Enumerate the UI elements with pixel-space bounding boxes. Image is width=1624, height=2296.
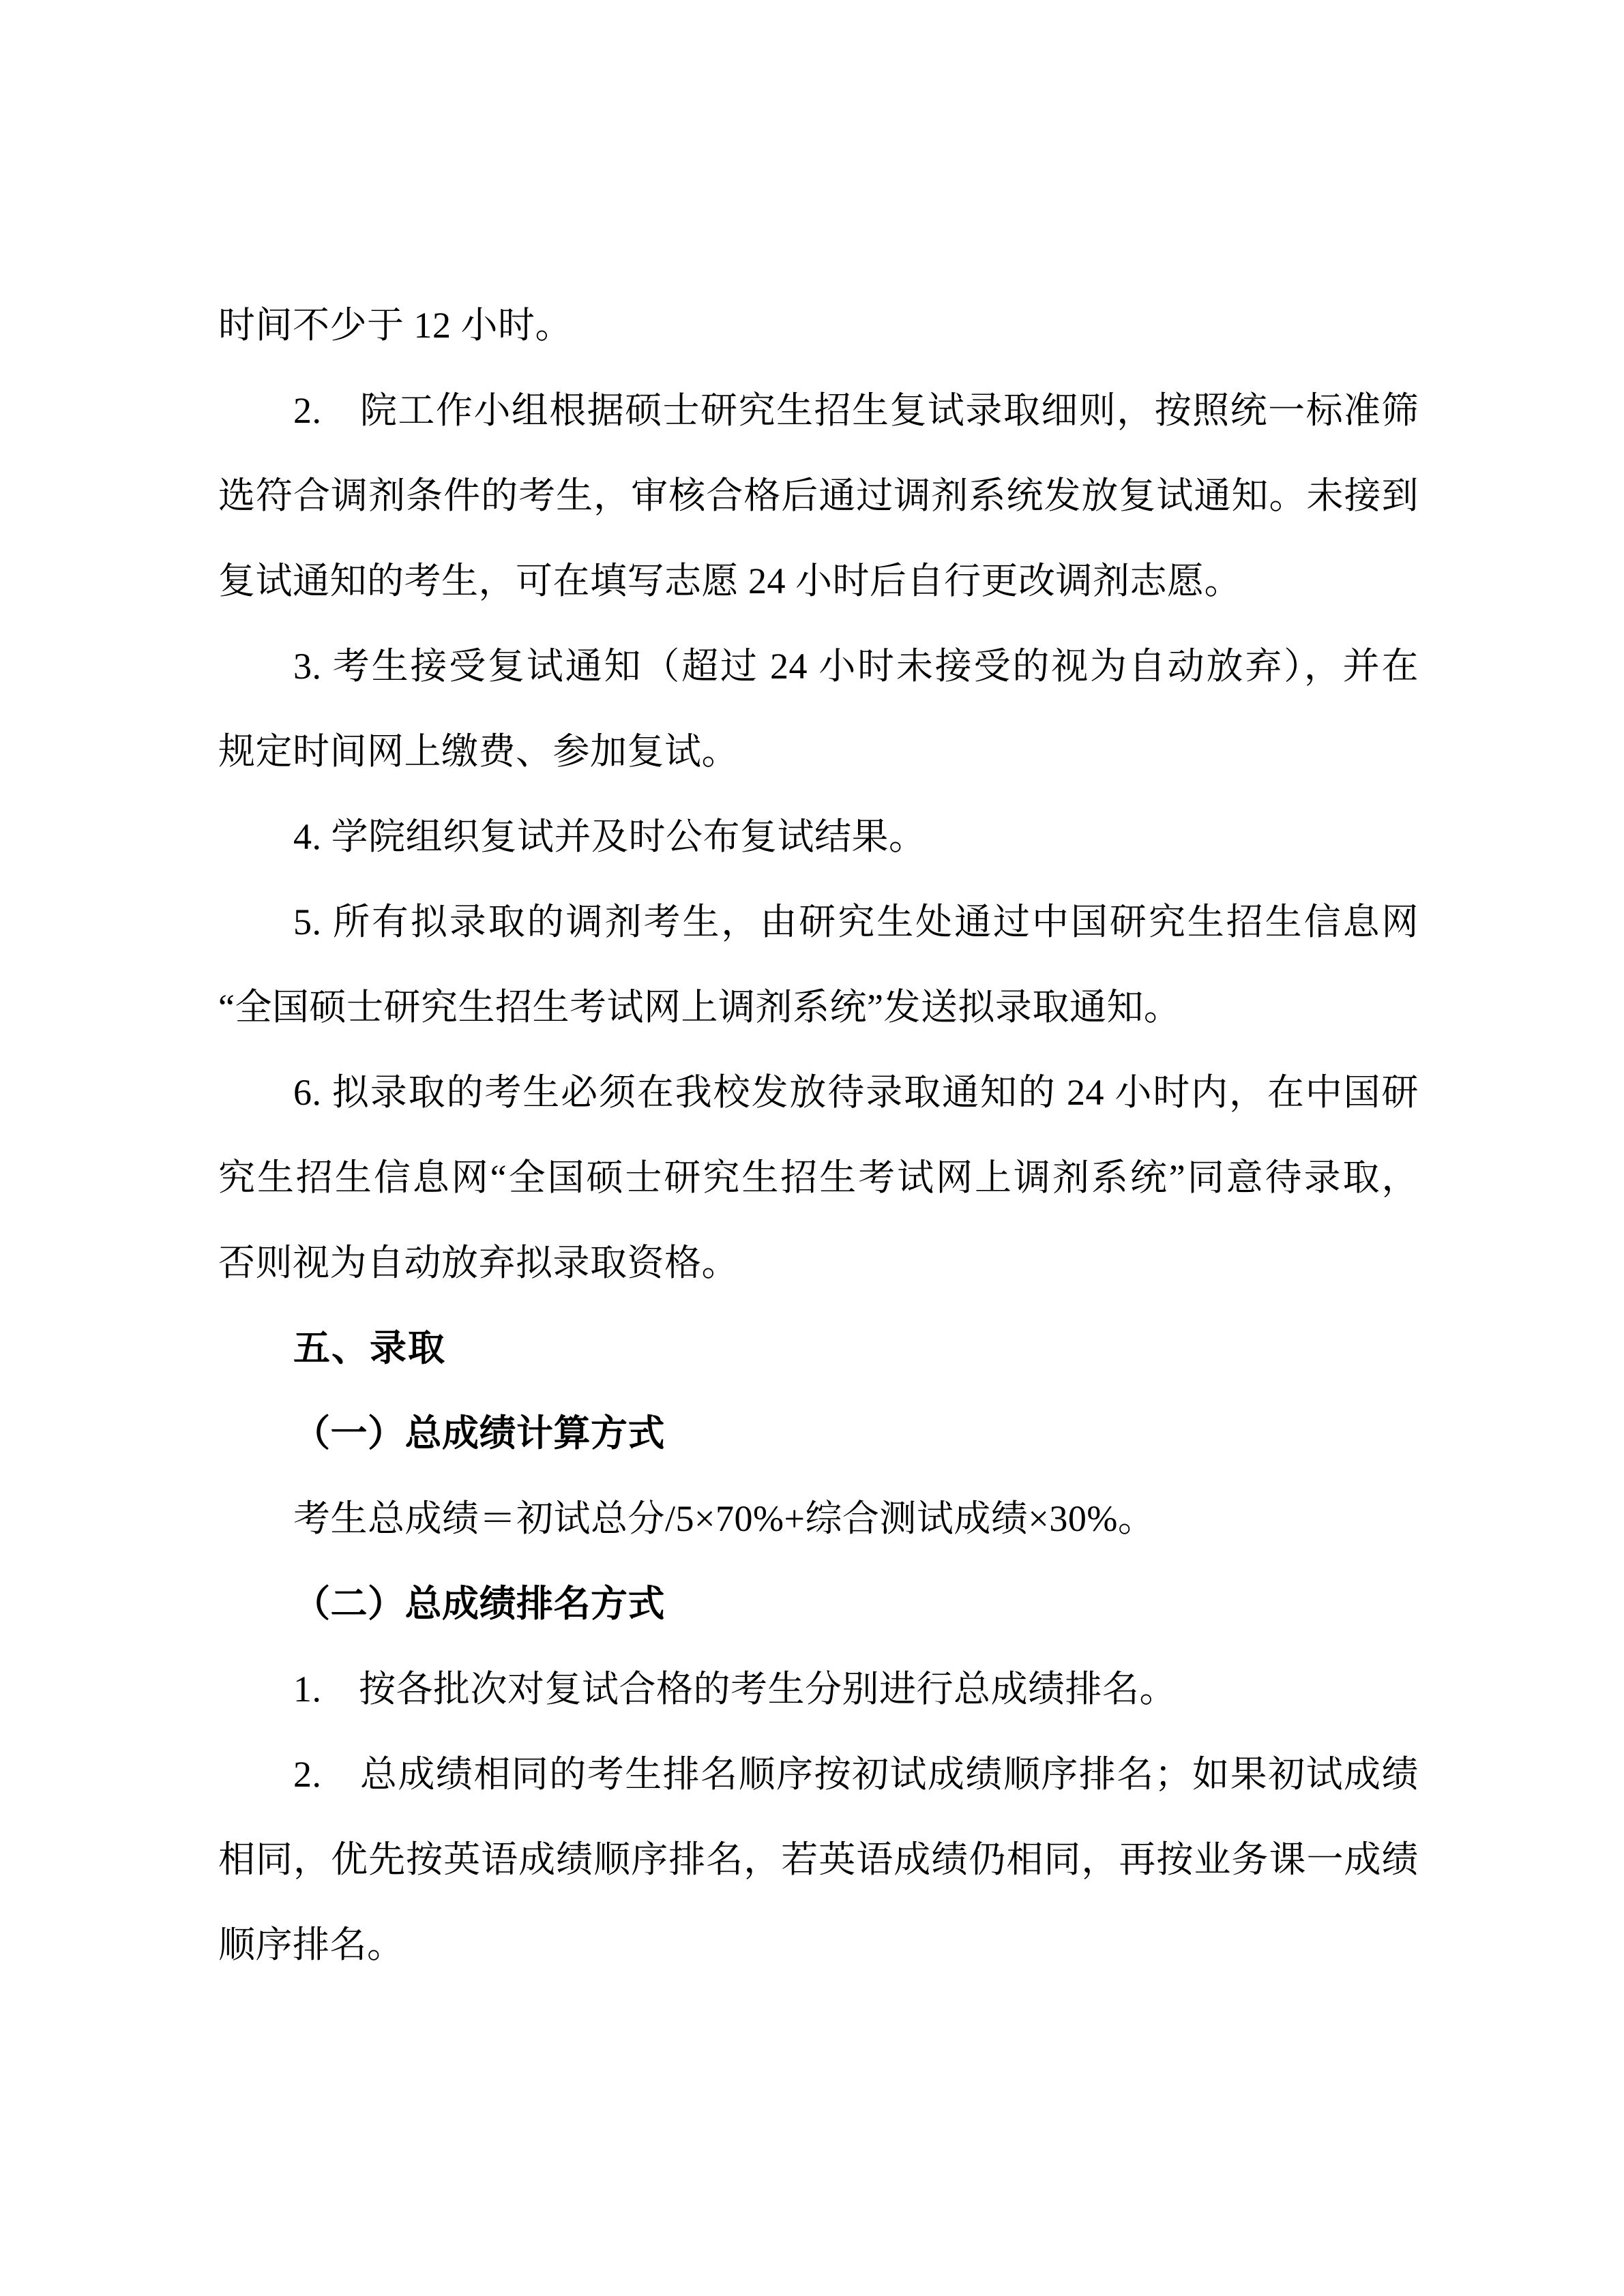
subsection-heading-score-calculation: （一）总成绩计算方式 [293, 1413, 665, 1454]
formula-total-score: 考生总成绩＝初试总分/5×70%+综合测试成绩×30%。 [293, 1498, 1155, 1539]
subsection-heading-score-ranking: （二）总成绩排名方式 [293, 1583, 665, 1624]
list-item-2-line2: 选符合调剂条件的考生，审核合格后通过调剂系统发放复试通知。未接到 [218, 475, 1419, 516]
list-item-6-line2: 究生招生信息网“全国硕士研究生招生考试网上调剂系统”同意待录取， [218, 1157, 1419, 1198]
ranking-item-2-line1: 2. 总成绩相同的考生排名顺序按初试成绩顺序排名；如果初试成绩 [293, 1754, 1419, 1795]
list-item-5-line1: 5. 所有拟录取的调剂考生，由研究生处通过中国研究生招生信息网 [293, 901, 1419, 942]
list-item-3-line1: 3. 考生接受复试通知（超过 24 小时未接受的视为自动放弃），并在 [293, 646, 1419, 687]
ranking-item-2-line2: 相同，优先按英语成绩顺序排名，若英语成绩仍相同，再按业务课一成绩 [218, 1839, 1419, 1880]
list-item-4: 4. 学院组织复试并及时公布复试结果。 [293, 816, 926, 857]
list-item-2-line1: 2. 院工作小组根据硕士研究生招生复试录取细则，按照统一标准筛 [293, 390, 1419, 431]
list-item-6-line3: 否则视为自动放弃拟录取资格。 [218, 1242, 739, 1283]
list-item-3-line2: 规定时间网上缴费、参加复试。 [218, 731, 739, 772]
list-item-2-line3: 复试通知的考生，可在填写志愿 24 小时后自行更改调剂志愿。 [218, 561, 1241, 601]
list-item-6-line1: 6. 拟录取的考生必须在我校发放待录取通知的 24 小时内，在中国研 [293, 1072, 1419, 1113]
ranking-item-2-line3: 顺序排名。 [218, 1924, 404, 1965]
list-item-5-line2: “全国硕士研究生招生考试网上调剂系统”发送拟录取通知。 [218, 987, 1181, 1028]
section-heading-admission: 五、录取 [293, 1328, 446, 1369]
text-line-continuation: 时间不少于 12 小时。 [218, 305, 572, 346]
document-text-block [218, 283, 1419, 1988]
ranking-item-1: 1. 按各批次对复试合格的考生分别进行总成绩排名。 [293, 1669, 1177, 1710]
